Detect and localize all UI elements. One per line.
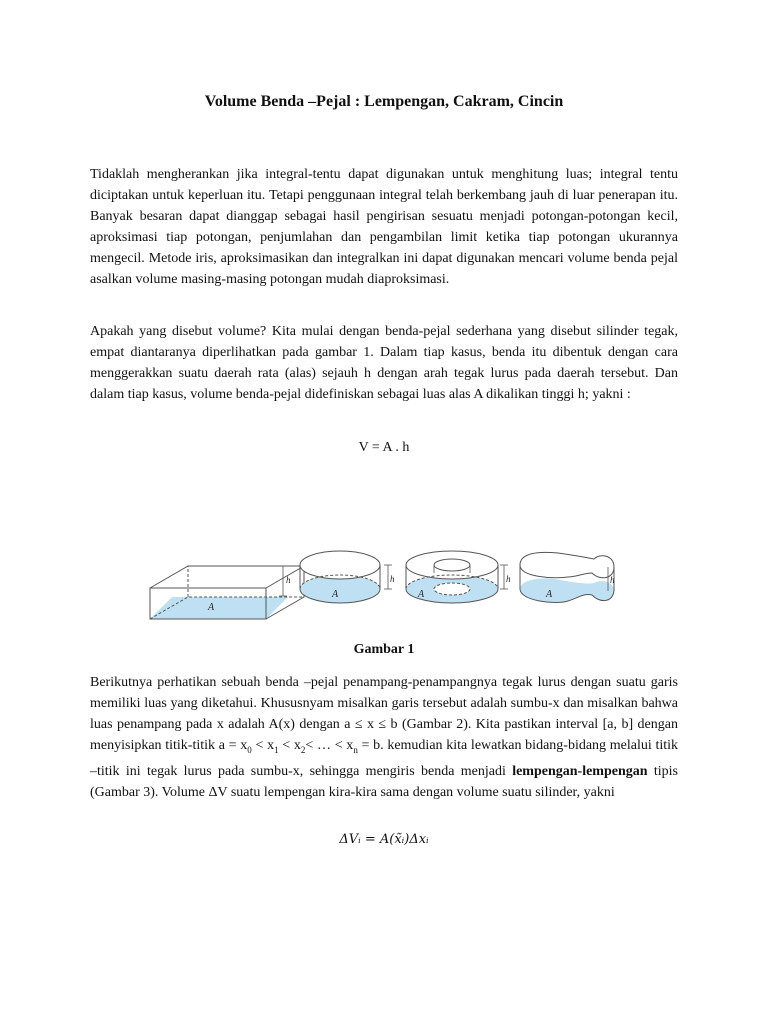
cylinder-shape [300,551,392,603]
subscript: 1 [274,744,279,755]
paragraph-volume-definition: Apakah yang disebut volume? Kita mulai dengan benda-pejal sederhana yang disebut silinder tegak, empat diantaranya diperlihatkan pada gambar 1. Dalam tiap kasus, benda itu dibentuk dengan cara menggerakkan suatu daerah rata (alas) sejauh h dengan arah tegak lurus pada daerah tersebut. Dan dalam tiap kasus, volume benda-pejal didefiniskan sebagai luas alas A dikalikan tinggi h; yakni : [90,324,678,402]
paragraph-slices [90,672,678,803]
height-label: h [390,574,395,584]
subscript: 2 [300,744,306,755]
figure-caption: Gambar 1 [353,642,415,657]
subscript: n [353,744,358,755]
paragraph-intro: Tidaklah mengherankan jika integral-tentu dapat digunakan untuk menghitung luas; integral tentu diciptakan untuk keperluan itu. Tetapi penggunaan integral telah berkembang jauh di luar penerapan itu. Banyak besaran dapat dianggap sebagai hasil pengirisan sesuatu menjadi potongan-potongan kecil, aproksimasi tiap potongan, penjumlahan dan pengambilan limit ketika tiap potongan ukurannya mengecil. Metode iris, aproksimasikan dan integralkan ini dapat digunakan mencari volume benda pejal asalkan volume masing-masing potongan mudah diaproksimasi. [90,167,678,287]
formula-slice-volume: ΔVᵢ = A(x̃ᵢ)Δxᵢ [339,832,429,847]
bold-term: lempengan-lempengan [512,763,648,779]
irregular-base-area [520,578,614,602]
figure-cylinders [148,543,620,623]
formula-volume: V = A . h [358,440,410,455]
text-segment: = b. kemudian kita lewatkan bidang-bidang melalui titik –titik ini tegak lurus pada sumbu-x, sehingga mengiris benda menjadi [90,738,678,779]
prism-base-area [150,597,288,619]
text-segment: < x [251,738,275,753]
area-label: A [418,589,425,600]
area-label: A [208,602,215,613]
height-label: h [286,575,291,585]
document-title: Volume Benda –Pejal : Lempengan, Cakram, Cincin [204,93,564,110]
prism-shape [150,566,304,619]
height-label: h [610,575,615,585]
height-label: h [506,574,511,584]
area-label: A [332,589,339,600]
text-segment: Berikutnya perhatikan sebuah benda –pejal penampang-penampangnya tegak lurus dengan suatu garis memiliki luas yang diketahui. Khususnyam misalkan garis tersebut adalah sumbu-x dan misalkan bahwa luas penampang pada x adalah A(x) dengan a ≤ x ≤ b (Gambar 2). Kita pastikan interval [a, b] dengan menyisipkan titik-titik a = x [90,675,678,753]
text-segment: tipis (Gambar 3). Volume ΔV suatu lempengan kira-kira sama dengan volume suatu silinder, yakni [90,763,678,800]
text-segment: < … < x [305,738,354,753]
area-label: A [546,589,553,600]
text-segment: < x [278,738,301,753]
irregular-solid-shape [520,552,614,602]
subscript: 0 [247,744,252,755]
